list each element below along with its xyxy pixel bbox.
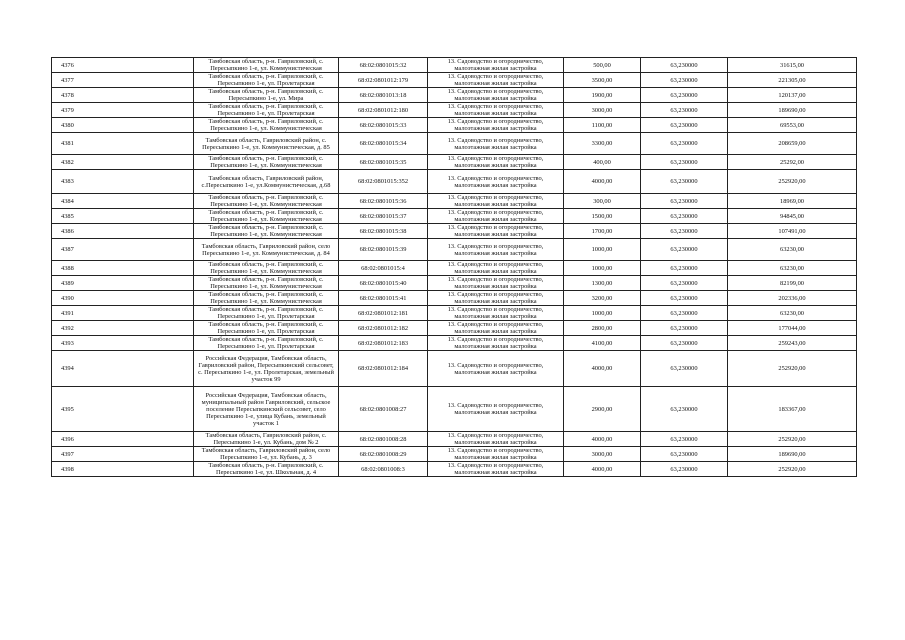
land-use-cell: 13. Садоводство и огородничество, малоэтажная жилая застройка xyxy=(428,387,564,432)
cadastral-value-cell: 69553,00 xyxy=(728,118,857,133)
cadastral-value-cell: 120137,00 xyxy=(728,88,857,103)
rate-cell: 63,230000 xyxy=(641,321,728,336)
address-cell: Тамбовская область, Гавриловский район, с. Пересыпкино 1-е, ул. Кубань, дом № 2 xyxy=(194,432,339,447)
land-use-cell: 13. Садоводство и огородничество, малоэтажная жилая застройка xyxy=(428,194,564,209)
area-cell: 1300,00 xyxy=(564,276,641,291)
address-cell: Тамбовская область, р-н. Гавриловский, с. Пересыпкино 1-е, ул. Пролетарская xyxy=(194,336,339,351)
area-cell: 4000,00 xyxy=(564,170,641,194)
cadastral-number-cell: 68:02:0801015:4 xyxy=(339,261,428,276)
land-use-cell: 13. Садоводство и огородничество, малоэтажная жилая застройка xyxy=(428,276,564,291)
address-cell: Тамбовская область, р-н. Гавриловский, с. Пересыпкино 1-е, ул. Пролетарская xyxy=(194,73,339,88)
row-number: 4390 xyxy=(52,291,194,306)
cadastral-value-cell: 221305,00 xyxy=(728,73,857,88)
table-row xyxy=(52,58,857,73)
cadastral-number-cell: 68:02:0801012:183 xyxy=(339,336,428,351)
row-number: 4388 xyxy=(52,261,194,276)
land-use-cell: 13. Садоводство и огородничество, малоэтажная жилая застройка xyxy=(428,118,564,133)
rate-cell: 63,230000 xyxy=(641,118,728,133)
row-number: 4382 xyxy=(52,155,194,170)
area-cell: 1000,00 xyxy=(564,261,641,276)
address-cell: Тамбовская область, Гавриловский район, село Пересыпкино 1-е, ул. Кубань, д. 3 xyxy=(194,447,339,462)
address-cell: Тамбовская область, р-н. Гавриловский, с. Пересыпкино 1-е, ул. Коммунистическая xyxy=(194,224,339,239)
cadastral-value-cell: 252920,00 xyxy=(728,462,857,477)
table-row xyxy=(52,321,857,336)
table-row xyxy=(52,194,857,209)
address-cell: Тамбовская область, р-н. Гавриловский, с. Пересыпкино 1-е, ул. Коммунистическая xyxy=(194,209,339,224)
rate-cell: 63,230000 xyxy=(641,336,728,351)
row-number: 4397 xyxy=(52,447,194,462)
cadastral-value-cell: 63230,00 xyxy=(728,306,857,321)
cadastral-value-cell: 63230,00 xyxy=(728,261,857,276)
land-use-cell: 13. Садоводство и огородничество, малоэтажная жилая застройка xyxy=(428,239,564,261)
area-cell: 4000,00 xyxy=(564,462,641,477)
cadastral-value-cell: 94845,00 xyxy=(728,209,857,224)
area-cell: 4100,00 xyxy=(564,336,641,351)
area-cell: 400,00 xyxy=(564,155,641,170)
rate-cell: 63,230000 xyxy=(641,170,728,194)
cadastral-value-cell: 63230,00 xyxy=(728,239,857,261)
area-cell: 300,00 xyxy=(564,194,641,209)
cadastral-number-cell: 68:02:0801015:35 xyxy=(339,155,428,170)
cadastral-number-cell: 68:02:0801015:352 xyxy=(339,170,428,194)
rate-cell: 63,230000 xyxy=(641,306,728,321)
cadastral-value-cell: 177044,00 xyxy=(728,321,857,336)
cadastral-number-cell: 68:02:0801008:29 xyxy=(339,447,428,462)
rate-cell: 63,230000 xyxy=(641,432,728,447)
table-body xyxy=(52,58,857,477)
row-number: 4394 xyxy=(52,351,194,387)
cadastral-number-cell: 68:02:0801015:33 xyxy=(339,118,428,133)
row-number: 4389 xyxy=(52,276,194,291)
table-row xyxy=(52,291,857,306)
table-row xyxy=(52,170,857,194)
cadastral-value-cell: 107491,00 xyxy=(728,224,857,239)
area-cell: 2800,00 xyxy=(564,321,641,336)
rate-cell: 63,230000 xyxy=(641,239,728,261)
address-cell: Тамбовская область, р-н. Гавриловский, с. Пересыпкино 1-е, ул. Коммунистическая xyxy=(194,118,339,133)
land-use-cell: 13. Садоводство и огородничество, малоэтажная жилая застройка xyxy=(428,155,564,170)
row-number: 4381 xyxy=(52,133,194,155)
cadastral-value-cell: 208659,00 xyxy=(728,133,857,155)
row-number: 4398 xyxy=(52,462,194,477)
cadastral-value-cell: 259243,00 xyxy=(728,336,857,351)
land-use-cell: 13. Садоводство и огородничество, малоэтажная жилая застройка xyxy=(428,103,564,118)
land-use-cell: 13. Садоводство и огородничество, малоэтажная жилая застройка xyxy=(428,261,564,276)
cadastral-number-cell: 68:02:0801012:181 xyxy=(339,306,428,321)
row-number: 4377 xyxy=(52,73,194,88)
table-row xyxy=(52,118,857,133)
area-cell: 3000,00 xyxy=(564,447,641,462)
row-number: 4376 xyxy=(52,58,194,73)
table-row xyxy=(52,224,857,239)
cadastral-number-cell: 68:02:0801012:182 xyxy=(339,321,428,336)
address-cell: Тамбовская область, р-н. Гавриловский, с. Пересыпкино 1-е, ул. Мира xyxy=(194,88,339,103)
land-use-cell: 13. Садоводство и огородничество, малоэтажная жилая застройка xyxy=(428,58,564,73)
table-row xyxy=(52,103,857,118)
rate-cell: 63,230000 xyxy=(641,291,728,306)
row-number: 4387 xyxy=(52,239,194,261)
cadastral-number-cell: 68:02:0801015:41 xyxy=(339,291,428,306)
cadastral-number-cell: 68:02:0801015:37 xyxy=(339,209,428,224)
land-use-cell: 13. Садоводство и огородничество, малоэтажная жилая застройка xyxy=(428,73,564,88)
cadastral-value-cell: 189690,00 xyxy=(728,103,857,118)
row-number: 4385 xyxy=(52,209,194,224)
cadastral-value-cell: 18969,00 xyxy=(728,194,857,209)
land-use-cell: 13. Садоводство и огородничество, малоэтажная жилая застройка xyxy=(428,291,564,306)
address-cell: Тамбовская область, Гавриловский район, с. Пересыпкино 1-е, ул. Коммунистическая, д. 85 xyxy=(194,133,339,155)
row-number: 4396 xyxy=(52,432,194,447)
rate-cell: 63,230000 xyxy=(641,194,728,209)
cadastral-value-cell: 183367,00 xyxy=(728,387,857,432)
address-cell: Российская Федерация, Тамбовская область, муниципальный район Гавриловский, сельское поселение Пересыпкинский сельсовет, село Пересыпкино 1-е, улица Кубань, земельный участок 1 xyxy=(194,387,339,432)
cadastral-number-cell: 68:02:0801013:18 xyxy=(339,88,428,103)
area-cell: 500,00 xyxy=(564,58,641,73)
cadastral-number-cell: 68:02:0801015:38 xyxy=(339,224,428,239)
cadastral-value-cell: 82199,00 xyxy=(728,276,857,291)
area-cell: 1900,00 xyxy=(564,88,641,103)
area-cell: 4000,00 xyxy=(564,351,641,387)
rate-cell: 63,230000 xyxy=(641,224,728,239)
table-row xyxy=(52,239,857,261)
row-number: 4395 xyxy=(52,387,194,432)
land-use-cell: 13. Садоводство и огородничество, малоэтажная жилая застройка xyxy=(428,351,564,387)
address-cell: Тамбовская область, р-н. Гавриловский, с. Пересыпкино 1-е, ул. Пролетарская xyxy=(194,103,339,118)
cadastral-number-cell: 68:02:0801015:40 xyxy=(339,276,428,291)
rate-cell: 63,230000 xyxy=(641,58,728,73)
area-cell: 3500,00 xyxy=(564,73,641,88)
rate-cell: 63,230000 xyxy=(641,351,728,387)
area-cell: 1700,00 xyxy=(564,224,641,239)
land-use-cell: 13. Садоводство и огородничество, малоэтажная жилая застройка xyxy=(428,462,564,477)
area-cell: 1500,00 xyxy=(564,209,641,224)
rate-cell: 63,230000 xyxy=(641,88,728,103)
table-row xyxy=(52,447,857,462)
land-use-cell: 13. Садоводство и огородничество, малоэтажная жилая застройка xyxy=(428,336,564,351)
address-cell: Российская Федерация, Тамбовская область, Гавриловский район, Пересыпкинский сельсовет, с. Пересыпкино 1-е, ул. Пролетарская, земельный участок 99 xyxy=(194,351,339,387)
table-row xyxy=(52,351,857,387)
cadastral-number-cell: 68:02:0801015:32 xyxy=(339,58,428,73)
cadastral-number-cell: 68:02:0801015:34 xyxy=(339,133,428,155)
address-cell: Тамбовская область, р-н. Гавриловский, с. Пересыпкино 1-е, ул. Коммунистическая xyxy=(194,194,339,209)
row-number: 4384 xyxy=(52,194,194,209)
cadastral-value-cell: 25292,00 xyxy=(728,155,857,170)
rate-cell: 63,230000 xyxy=(641,209,728,224)
area-cell: 3200,00 xyxy=(564,291,641,306)
address-cell: Тамбовская область, р-н. Гавриловский, с. Пересыпкино 1-е, ул. Пролетарская xyxy=(194,321,339,336)
address-cell: Тамбовская область, р-н. Гавриловский, с. Пересыпкино 1-е, ул. Коммунистическая xyxy=(194,291,339,306)
rate-cell: 63,230000 xyxy=(641,387,728,432)
cadastral-number-cell: 68:02:0801012:184 xyxy=(339,351,428,387)
cadastral-number-cell: 68:02:0801012:180 xyxy=(339,103,428,118)
land-use-cell: 13. Садоводство и огородничество, малоэтажная жилая застройка xyxy=(428,447,564,462)
area-cell: 1000,00 xyxy=(564,239,641,261)
cadastral-value-cell: 31615,00 xyxy=(728,58,857,73)
row-number: 4378 xyxy=(52,88,194,103)
row-number: 4383 xyxy=(52,170,194,194)
cadastral-number-cell: 68:02:0801008:28 xyxy=(339,432,428,447)
row-number: 4379 xyxy=(52,103,194,118)
rate-cell: 63,230000 xyxy=(641,276,728,291)
row-number: 4393 xyxy=(52,336,194,351)
row-number: 4380 xyxy=(52,118,194,133)
cadastral-number-cell: 68:02:0801008:27 xyxy=(339,387,428,432)
row-number: 4386 xyxy=(52,224,194,239)
row-number: 4391 xyxy=(52,306,194,321)
land-use-cell: 13. Садоводство и огородничество, малоэтажная жилая застройка xyxy=(428,133,564,155)
cadastral-value-cell: 252920,00 xyxy=(728,432,857,447)
address-cell: Тамбовская область, р-н. Гавриловский, с. Пересыпкино 1-е, ул. Коммунистическая xyxy=(194,58,339,73)
cadastral-number-cell: 68:02:0801008:3 xyxy=(339,462,428,477)
table-row xyxy=(52,73,857,88)
table-row xyxy=(52,462,857,477)
cadastral-value-cell: 189690,00 xyxy=(728,447,857,462)
cadastral-value-cell: 202336,00 xyxy=(728,291,857,306)
address-cell: Тамбовская область, р-н. Гавриловский, с. Пересыпкино 1-е, ул. Школьная, д. 4 xyxy=(194,462,339,477)
land-use-cell: 13. Садоводство и огородничество, малоэтажная жилая застройка xyxy=(428,321,564,336)
area-cell: 1100,00 xyxy=(564,118,641,133)
land-use-cell: 13. Садоводство и огородничество, малоэтажная жилая застройка xyxy=(428,209,564,224)
rate-cell: 63,230000 xyxy=(641,447,728,462)
table-row xyxy=(52,209,857,224)
cadastral-number-cell: 68:02:0801015:39 xyxy=(339,239,428,261)
area-cell: 1000,00 xyxy=(564,306,641,321)
address-cell: Тамбовская область, р-н. Гавриловский, с. Пересыпкино 1-е, ул. Коммунистическая xyxy=(194,276,339,291)
land-use-cell: 13. Садоводство и огородничество, малоэтажная жилая застройка xyxy=(428,306,564,321)
table-row xyxy=(52,276,857,291)
area-cell: 3000,00 xyxy=(564,103,641,118)
rate-cell: 63,230000 xyxy=(641,73,728,88)
area-cell: 3300,00 xyxy=(564,133,641,155)
land-use-cell: 13. Садоводство и огородничество, малоэтажная жилая застройка xyxy=(428,88,564,103)
area-cell: 4000,00 xyxy=(564,432,641,447)
address-cell: Тамбовская область, Гавриловский район, с.Пересыпкино 1-е, ул.Коммунистическая, д.68 xyxy=(194,170,339,194)
rate-cell: 63,230000 xyxy=(641,103,728,118)
table-row xyxy=(52,88,857,103)
table-row xyxy=(52,261,857,276)
address-cell: Тамбовская область, р-н. Гавриловский, с. Пересыпкино 1-е, ул. Коммунистическая xyxy=(194,261,339,276)
cadastral-number-cell: 68:02:0801012:179 xyxy=(339,73,428,88)
table-row xyxy=(52,432,857,447)
rate-cell: 63,230000 xyxy=(641,155,728,170)
area-cell: 2900,00 xyxy=(564,387,641,432)
table-row xyxy=(52,306,857,321)
land-use-cell: 13. Садоводство и огородничество, малоэтажная жилая застройка xyxy=(428,432,564,447)
cadastral-value-cell: 252920,00 xyxy=(728,170,857,194)
row-number: 4392 xyxy=(52,321,194,336)
cadastral-value-table xyxy=(51,57,857,477)
table-row xyxy=(52,155,857,170)
land-use-cell: 13. Садоводство и огородничество, малоэтажная жилая застройка xyxy=(428,170,564,194)
cadastral-number-cell: 68:02:0801015:36 xyxy=(339,194,428,209)
table-row xyxy=(52,336,857,351)
rate-cell: 63,230000 xyxy=(641,261,728,276)
cadastral-value-cell: 252920,00 xyxy=(728,351,857,387)
table-row xyxy=(52,387,857,432)
rate-cell: 63,230000 xyxy=(641,462,728,477)
table-row xyxy=(52,133,857,155)
address-cell: Тамбовская область, р-н. Гавриловский, с. Пересыпкино 1-е, ул. Коммунистическая xyxy=(194,155,339,170)
rate-cell: 63,230000 xyxy=(641,133,728,155)
land-use-cell: 13. Садоводство и огородничество, малоэтажная жилая застройка xyxy=(428,224,564,239)
address-cell: Тамбовская область, Гавриловский район, село Пересыпкино 1-е, ул. Коммунистическая, д. 84 xyxy=(194,239,339,261)
address-cell: Тамбовская область, р-н. Гавриловский, с. Пересыпкино 1-е, ул. Пролетарская xyxy=(194,306,339,321)
